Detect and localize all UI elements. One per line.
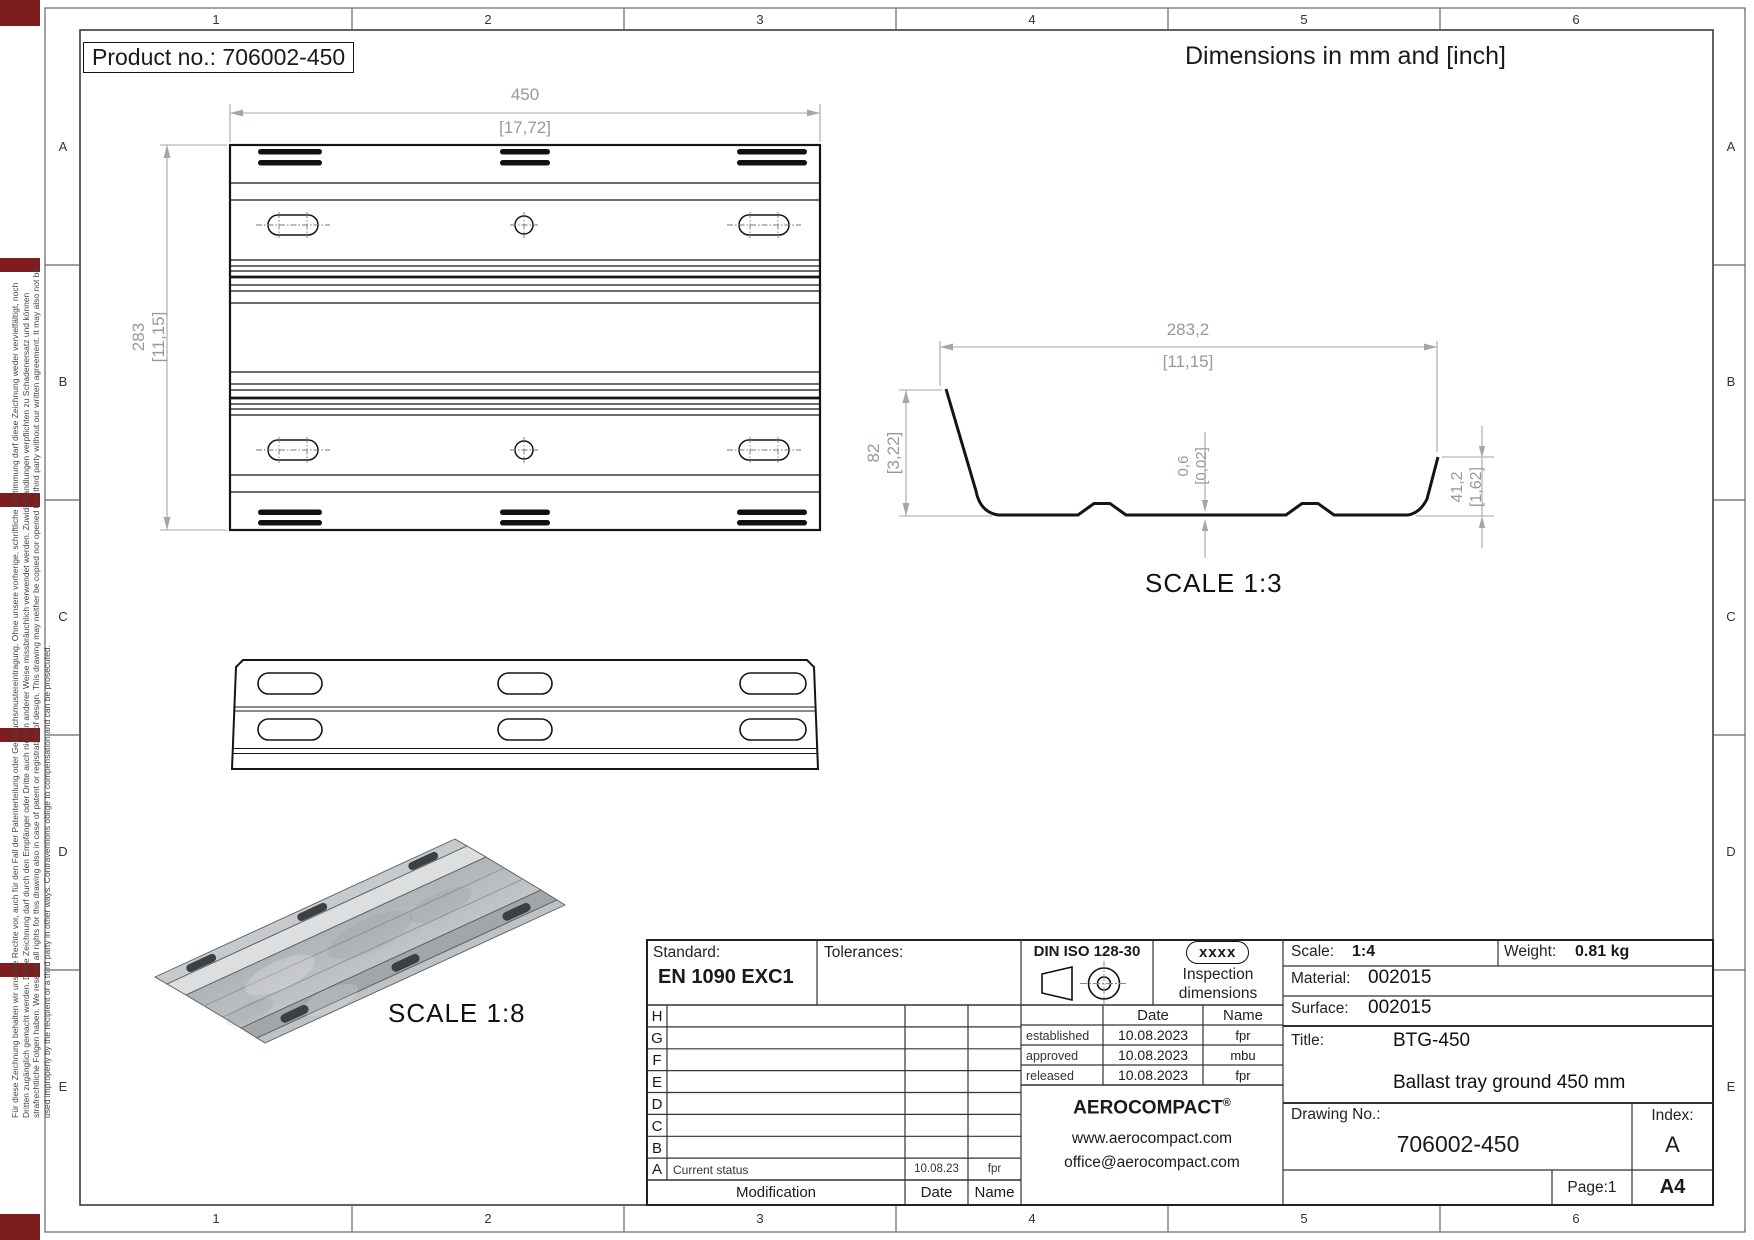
revision-footer-modification: Modification (735, 1184, 817, 1201)
dim-plan-width-mm: 450 (510, 85, 540, 104)
revision-current-date: 10.08.23 (914, 1163, 959, 1175)
zone-col-5-bottom: 5 (1300, 1211, 1308, 1226)
zone-col-5-top: 5 (1300, 12, 1308, 27)
profile-scale-label: SCALE 1:3 (1145, 568, 1283, 598)
zone-col-3-bottom: 3 (756, 1211, 764, 1226)
zone-col-4-top: 4 (1028, 12, 1036, 27)
weight-label: Weight: (1504, 943, 1557, 960)
approval-stage-approved: approved (1026, 1049, 1079, 1063)
scale-label: Scale: (1291, 943, 1335, 960)
inspection-label-line1: Inspection (1182, 966, 1254, 983)
zone-col-1-top: 1 (212, 12, 220, 27)
material-label: Material: (1291, 970, 1351, 987)
dim-profile-height (854, 393, 914, 513)
dim-plan-height-mm: 283 (129, 322, 148, 352)
dim-profile-width-in: [11,15] (1162, 352, 1214, 371)
projection-symbol-icon (1042, 961, 1128, 1006)
drawing-no-label: Drawing No.: (1291, 1106, 1381, 1123)
zone-row-e-left: E (58, 1079, 68, 1094)
scale-value: 1:4 (1352, 943, 1376, 960)
approval-name-released: fpr (1235, 1068, 1251, 1083)
zone-col-6-top: 6 (1572, 12, 1580, 27)
legal-disclaimer-line: strafrechtliche Folgen haben. We reserve all rights for this drawing also in case of patent or registration of design. This drawing may neither be copied nor opened to a third party without our written agreement. It may also not be (31, 267, 41, 1118)
revision-letter: G (651, 1030, 663, 1047)
material-value: 002015 (1368, 967, 1432, 988)
inspection-label-line2: dimensions (1178, 985, 1258, 1002)
revision-letter: F (652, 1052, 662, 1069)
zone-row-c-left: C (58, 609, 68, 624)
legal-disclaimer-line: Dritten zugänglich gemacht werden. Diese Zeichnung darf durch den Empfänger oder Dritte auch nicht in anderer Weise missbräuchlich verwendet werden. Zuwiderhandlungen verpflichten zu Schadenersatz und können (20, 292, 31, 1118)
revision-letter: B (651, 1140, 662, 1157)
subtitle-value: Ballast tray ground 450 mm (1393, 1072, 1626, 1093)
zone-col-2-bottom: 2 (484, 1211, 492, 1226)
zone-col-3-top: 3 (756, 12, 764, 27)
format-value: A4 (1659, 1176, 1686, 1198)
index-value: A (1665, 1132, 1680, 1157)
slotted-holes (268, 215, 789, 460)
zone-col-2-top: 2 (484, 12, 492, 27)
edge-slots (258, 149, 807, 526)
registered-mark: ® (1222, 1097, 1231, 1109)
revision-letter: D (651, 1096, 663, 1113)
dim-profile-width-mm: 283,2 (1166, 320, 1210, 339)
zone-col-6-bottom: 6 (1572, 1211, 1580, 1226)
zone-row-a-left: A (58, 139, 68, 154)
revision-footer-date: Date (920, 1184, 953, 1201)
approval-date-approved: 10.08.2023 (1117, 1047, 1189, 1063)
approval-date-released: 10.08.2023 (1117, 1067, 1189, 1083)
zone-col-1-bottom: 1 (212, 1211, 220, 1226)
surface-value: 002015 (1368, 997, 1432, 1018)
index-label: Index: (1651, 1107, 1694, 1124)
dim-lip-height (1437, 427, 1497, 547)
zone-row-c-right: C (1726, 609, 1736, 624)
legal-disclaimer (10, 163, 52, 1118)
company-name-text: AEROCOMPACT (1073, 1097, 1223, 1119)
zone-row-d-right: D (1726, 844, 1736, 859)
revision-footer-name: Name (974, 1184, 1015, 1201)
dim-thickness (1163, 406, 1223, 526)
margin-mark (0, 0, 40, 26)
company-email: office@aerocompact.com (1064, 1154, 1240, 1171)
dim-profile-height-mm: 82 (864, 443, 883, 463)
revision-letter: H (651, 1008, 663, 1025)
weight-value: 0.81 kg (1575, 943, 1630, 960)
company-web: www.aerocompact.com (1071, 1130, 1233, 1147)
dim-lip-height-in: [1,62] (1468, 466, 1485, 508)
company-name (1027, 1097, 1277, 1119)
plan-view (160, 104, 820, 530)
revision-letter: A (651, 1161, 662, 1178)
dim-plan-height-in: [11,15] (149, 311, 168, 363)
page-label: Page:1 (1567, 1179, 1617, 1196)
zone-row-b-right: B (1726, 374, 1736, 389)
dim-thickness-in: [0,02] (1193, 447, 1210, 485)
inspection-badge: xxxx (1186, 941, 1249, 964)
revision-letter: C (651, 1118, 663, 1135)
approval-stage-established: established (1026, 1029, 1090, 1043)
zone-row-a-right: A (1726, 139, 1736, 154)
dim-thickness-mm: 0,6 (1175, 455, 1192, 477)
legal-disclaimer-line: used improperly by the recipient or a third party in other ways. Contraventions oblige to compensation and can be prosecuted. (41, 645, 52, 1118)
product-number-box: Product no.: 706002-450 (83, 42, 354, 73)
dim-plan-width-in: [17,72] (499, 118, 551, 137)
approval-name-approved: mbu (1230, 1048, 1256, 1063)
approvals-header-date: Date (1137, 1007, 1169, 1024)
approval-name-established: fpr (1235, 1028, 1251, 1043)
din-standard-label: DIN ISO 128-30 (1033, 943, 1141, 960)
iso-scale-label: SCALE 1:8 (388, 998, 526, 1028)
revision-current-name: fpr (987, 1163, 1002, 1175)
tolerances-label: Tolerances: (824, 944, 904, 961)
surface-label: Surface: (1291, 1000, 1349, 1017)
zone-row-e-right: E (1726, 1079, 1736, 1094)
approvals-header-name: Name (1222, 1007, 1263, 1024)
title-value: BTG-450 (1393, 1030, 1471, 1051)
legal-disclaimer-line: Für diese Zeichnung behalten wir uns alle Rechte vor, auch für den Fall der Patenterteilung oder Gebrauchsmustereintragung. Ohne unsere vorherige, schriftliche Zustimmung darf diese Zeichnung weder vervielfältigt, noch (10, 282, 20, 1118)
title-label: Title: (1291, 1032, 1325, 1049)
dim-profile-height-in: [3,22] (884, 431, 903, 475)
approval-stage-released: released (1026, 1069, 1074, 1083)
revision-current-modification: Current status (673, 1163, 749, 1177)
dim-lip-height-mm: 41,2 (1449, 471, 1466, 503)
standard-value: EN 1090 EXC1 (658, 966, 794, 988)
dim-plan-height (119, 277, 179, 397)
strip-view (232, 660, 818, 769)
zone-row-b-left: B (58, 374, 68, 389)
margin-mark (0, 1214, 40, 1240)
zone-col-4-bottom: 4 (1028, 1211, 1036, 1226)
zone-row-d-left: D (58, 844, 68, 859)
revision-letter: E (651, 1074, 662, 1091)
units-note: Dimensions in mm and [inch] (1185, 42, 1506, 70)
standard-label: Standard: (653, 944, 721, 961)
drawing-no-value: 706002-450 (1396, 1131, 1520, 1157)
approval-date-established: 10.08.2023 (1117, 1027, 1189, 1043)
